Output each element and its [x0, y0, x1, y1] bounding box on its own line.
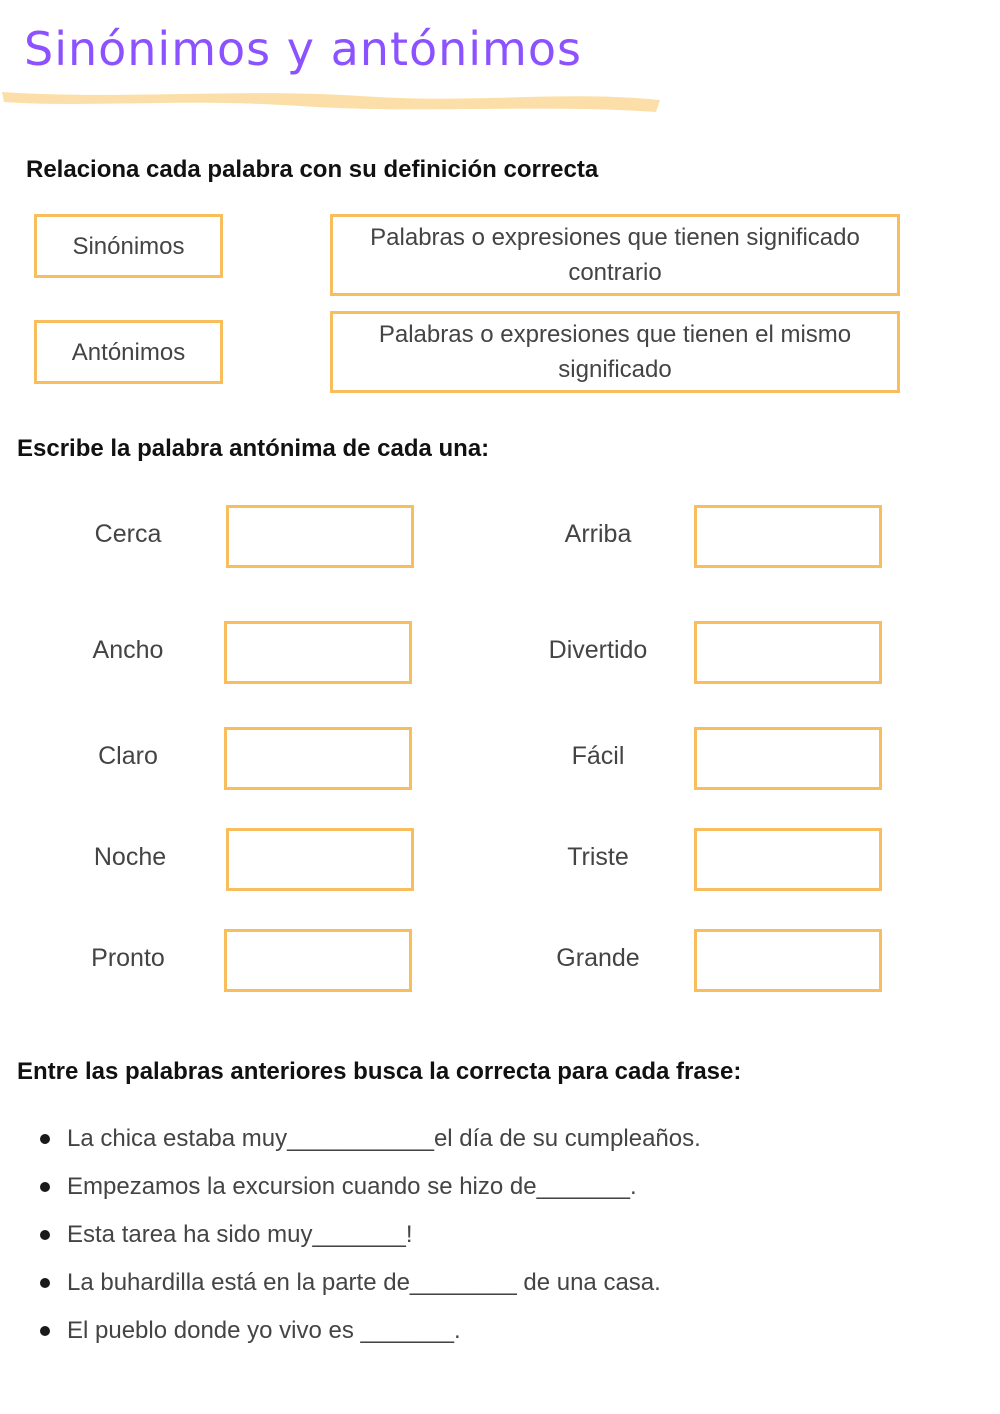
word-arriba: Arriba: [564, 520, 632, 548]
section2-heading: Escribe la palabra antónima de cada una:: [17, 435, 490, 462]
answer-facil-input[interactable]: [694, 727, 882, 790]
page-title: Sinónimos y antónimos: [24, 22, 582, 76]
answer-noche-input[interactable]: [226, 828, 414, 891]
bullet-icon: [40, 1278, 50, 1288]
title-underline: [0, 84, 670, 118]
bullet-icon: [40, 1182, 50, 1192]
bullet-icon: [40, 1326, 50, 1336]
answer-grande-input[interactable]: [694, 929, 882, 992]
answer-cerca-input[interactable]: [226, 505, 414, 568]
sentence-text: La buhardilla está en la parte de________ de una casa.: [67, 1269, 661, 1296]
definition-contrario[interactable]: Palabras o expresiones que tienen significado contrario: [330, 214, 900, 296]
bullet-icon: [40, 1134, 50, 1144]
list-item: [40, 1308, 701, 1356]
answer-triste-input[interactable]: [694, 828, 882, 891]
word-ancho: Ancho: [92, 636, 164, 664]
sentence-text: El pueblo donde yo vivo es _______.: [67, 1317, 461, 1344]
term-antonimos[interactable]: Antónimos: [34, 320, 223, 384]
word-triste: Triste: [567, 843, 629, 871]
list-item: [40, 1260, 701, 1308]
answer-arriba-input[interactable]: [694, 505, 882, 568]
sentence-text: La chica estaba muy___________el día de su cumpleaños.: [67, 1125, 701, 1152]
sentence-list: [40, 1116, 701, 1356]
list-item: [40, 1164, 701, 1212]
sentence-text: Empezamos la excursion cuando se hizo de_______.: [67, 1173, 637, 1200]
word-noche: Noche: [93, 843, 167, 871]
term-sinonimos[interactable]: Sinónimos: [34, 214, 223, 278]
answer-claro-input[interactable]: [224, 727, 412, 790]
word-divertido: Divertido: [548, 636, 648, 664]
list-item: [40, 1116, 701, 1164]
section1-heading: Relaciona cada palabra con su definición correcta: [26, 156, 599, 183]
answer-ancho-input[interactable]: [224, 621, 412, 684]
word-cerca: Cerca: [94, 520, 162, 548]
word-grande: Grande: [556, 944, 640, 972]
section3-heading: Entre las palabras anteriores busca la correcta para cada frase:: [17, 1058, 742, 1085]
definition-mismo[interactable]: Palabras o expresiones que tienen el mismo significado: [330, 311, 900, 393]
answer-pronto-input[interactable]: [224, 929, 412, 992]
answer-divertido-input[interactable]: [694, 621, 882, 684]
word-claro: Claro: [98, 742, 158, 770]
sentence-text: Esta tarea ha sido muy_______!: [67, 1221, 413, 1248]
word-facil: Fácil: [571, 742, 625, 770]
bullet-icon: [40, 1230, 50, 1240]
word-pronto: Pronto: [91, 944, 165, 972]
list-item: [40, 1212, 701, 1260]
